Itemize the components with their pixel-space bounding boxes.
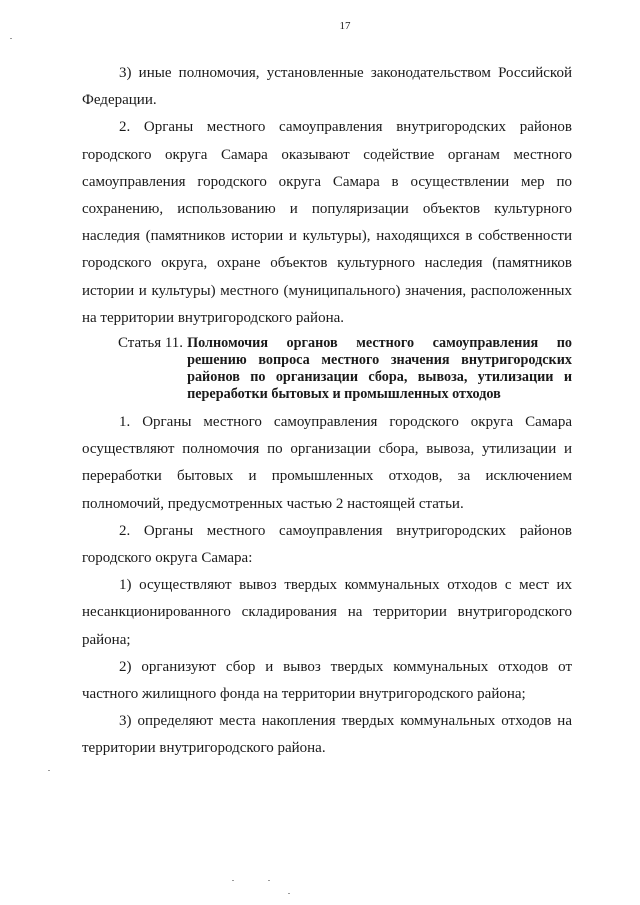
paragraph-part-2: 2. Органы местного самоуправления внутригородских районов городского округа Самара оказывают содействие органам местного самоуправления городского округа Самара в осуществлении мер по сохранению, использованию и популяризации объектов культурного наследия (памятников истории и культуры), находящихся в собственности городского округа, охране объектов культурного наследия (памятников истории и культуры) местного (муниципального) значения, расположенных на территории внутригородского района. bbox=[82, 119, 572, 326]
paragraph-item-2: 2) организуют сбор и вывоз твердых коммунальных отходов от частного жилищного фонда на территории внутригородского района; bbox=[82, 658, 572, 703]
page-number: 17 bbox=[339, 20, 351, 32]
paragraph-part-1: 1. Органы местного самоуправления городского округа Самара осуществляют полномочия по организации сбора, вывоза, утилизации и переработки бытовых и промышленных отходов, за исключением полномочий, предусмотренных частью 2 настоящей статьи. bbox=[82, 414, 572, 512]
paragraph-item-3: 3) иные полномочия, установленные законодательством Российской Федерации. bbox=[82, 65, 572, 109]
scan-speck bbox=[48, 770, 50, 771]
document-body bbox=[82, 60, 572, 763]
article-title: Полномочия органов местного самоуправления по решению вопроса местного значения внутригородских районов по организации сбора, вывоза, утилизации и переработки бытовых и промышленных отходов bbox=[187, 335, 572, 403]
scan-speck bbox=[268, 880, 270, 881]
paragraph-item-1: 1) осуществляют вывоз твердых коммунальных отходов с мест их несанкционированного складирования на территории внутригородского района; bbox=[82, 577, 572, 648]
scan-speck bbox=[288, 893, 290, 894]
article-label: Статья 11. bbox=[118, 335, 184, 352]
article-heading bbox=[82, 335, 572, 403]
paragraph-part-2-intro: 2. Органы местного самоуправления внутригородских районов городского округа Самара: bbox=[82, 522, 572, 567]
scan-speck bbox=[232, 880, 234, 881]
scan-speck bbox=[10, 38, 12, 39]
paragraph-item-3-final: 3) определяют места накопления твердых коммунальных отходов на территории внутригородского района. bbox=[82, 713, 572, 757]
